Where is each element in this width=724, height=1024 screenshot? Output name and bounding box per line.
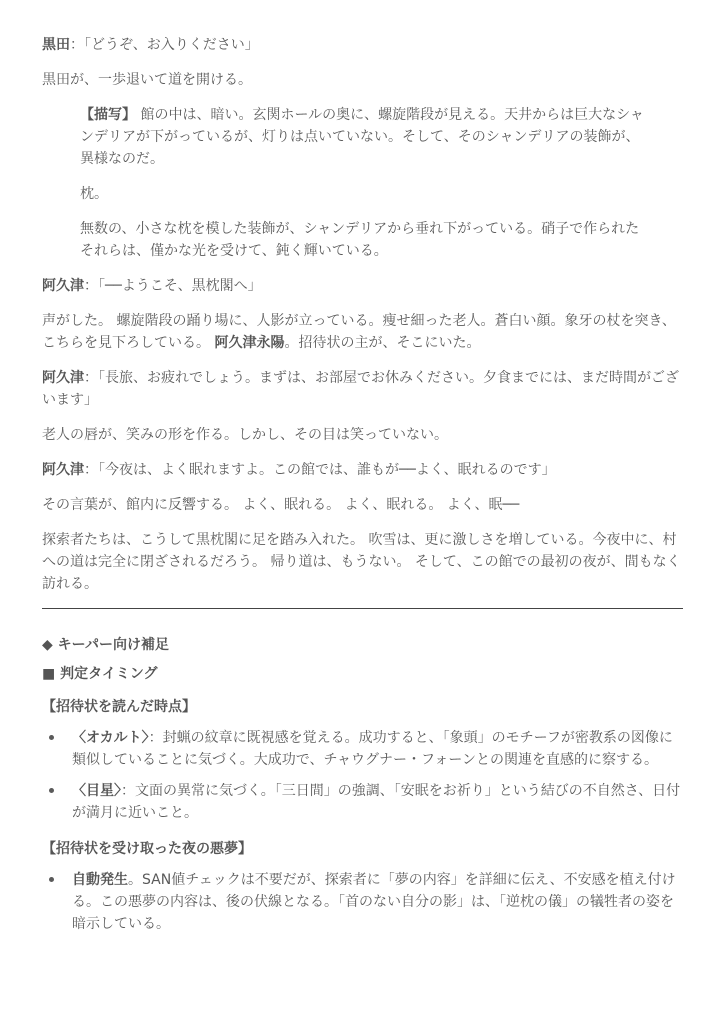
- list-item: 〈目星〉：文面の異常に気づく。「三日間」の強調、「安眠をお祈り」という結びの不自然さ、日付が満月に近いこと。: [42, 780, 682, 824]
- keeper-section-title: ◆ キーパー向け補足: [42, 637, 169, 653]
- description-paragraph: 無数の、小さな枕を模した装飾が、シャンデリアから垂れ下がっている。硝子で作られたそれらは、僅かな光を受けて、鈍く輝いている。: [80, 221, 640, 259]
- dialogue-text: ：「今夜は、よく眠れますよ。この館では、誰もが──よく、眠れるのです」: [84, 462, 556, 478]
- dialogue-line: [42, 275, 682, 297]
- dialogue-text: ：「長旅、お疲れでしょう。まずは、お部屋でお休みください。夕食までには、まだ時間がございます」: [42, 370, 679, 408]
- dialogue-text: ：「どうぞ、お入りください」: [70, 37, 259, 53]
- section-heading: 【招待状を受け取った夜の悪夢】: [42, 841, 252, 857]
- description-tag: 【描写】: [80, 107, 136, 123]
- timing-heading: ■ 判定タイミング: [42, 666, 158, 682]
- list-item: 〈オカルト〉：封蝋の紋章に既視感を覚える。成功すると、「象頭」のモチーフが密教系の図像に類似していることに気づく。大成功で、チャウグナー・フォーンとの関連を直感的に察する。: [42, 727, 682, 771]
- bullet-icon: [49, 735, 54, 740]
- bullet-icon: [49, 788, 54, 793]
- bullet-icon: [49, 877, 54, 882]
- description-paragraph: 【描写】 館の中は、暗い。玄関ホールの奥に、螺旋階段が見える。天井からは巨大なシャンデリアが下がっているが、灯りは点いていない。そして、そのシャンデリアの装飾が、異様なのだ。: [80, 107, 644, 167]
- narration-line: 黒田が、一歩退いて道を開ける。: [42, 72, 252, 88]
- dialogue-text: ：「──ようこそ、黒枕閣へ」: [84, 278, 262, 294]
- narration-line: その言葉が、館内に反響する。 よく、眠れる。 よく、眠れる。 よく、眠──: [42, 497, 520, 513]
- speaker-name: 阿久津: [42, 370, 84, 386]
- section-heading: 【招待状を読んだ時点】: [42, 699, 196, 715]
- speaker-name: 黒田: [42, 37, 70, 53]
- narration-line: 探索者たちは、こうして黒枕閣に足を踏み入れた。 吹雪は、更に激しさを増している。今夜中に、村への道は完全に閉ざされるだろう。 帰り道は、もうない。 そして、この館での最初の夜が、間もなく訪れる。: [42, 532, 681, 592]
- description-paragraph: 枕。: [80, 186, 108, 202]
- dialogue-line: [42, 459, 682, 481]
- speaker-name: 阿久津: [42, 278, 84, 294]
- narration-line: 老人の唇が、笑みの形を作る。しかし、その目は笑っていない。: [42, 427, 448, 443]
- description-block: [42, 104, 650, 262]
- dialogue-line: [42, 367, 682, 411]
- character-name: 阿久津永陽: [214, 335, 285, 351]
- document-page: [42, 34, 682, 944]
- dialogue-line: [42, 34, 682, 56]
- narration-line: 声がした。 螺旋階段の踊り場に、人影が立っている。痩せ細った老人。蒼白い顔。象牙の杖を突き、こちらを見下ろしている。 阿久津永陽。招待状の主が、そこにいた。: [42, 313, 676, 351]
- section-divider: [42, 608, 683, 609]
- list-item: 自動発生。SAN値チェックは不要だが、探索者に「夢の内容」を詳細に伝え、不安感を植え付ける。この悪夢の内容は、後の伏線となる。「首のない自分の影」は、「逆枕の儀」の犠牲者の姿を暗示している。: [42, 869, 682, 935]
- speaker-name: 阿久津: [42, 462, 84, 478]
